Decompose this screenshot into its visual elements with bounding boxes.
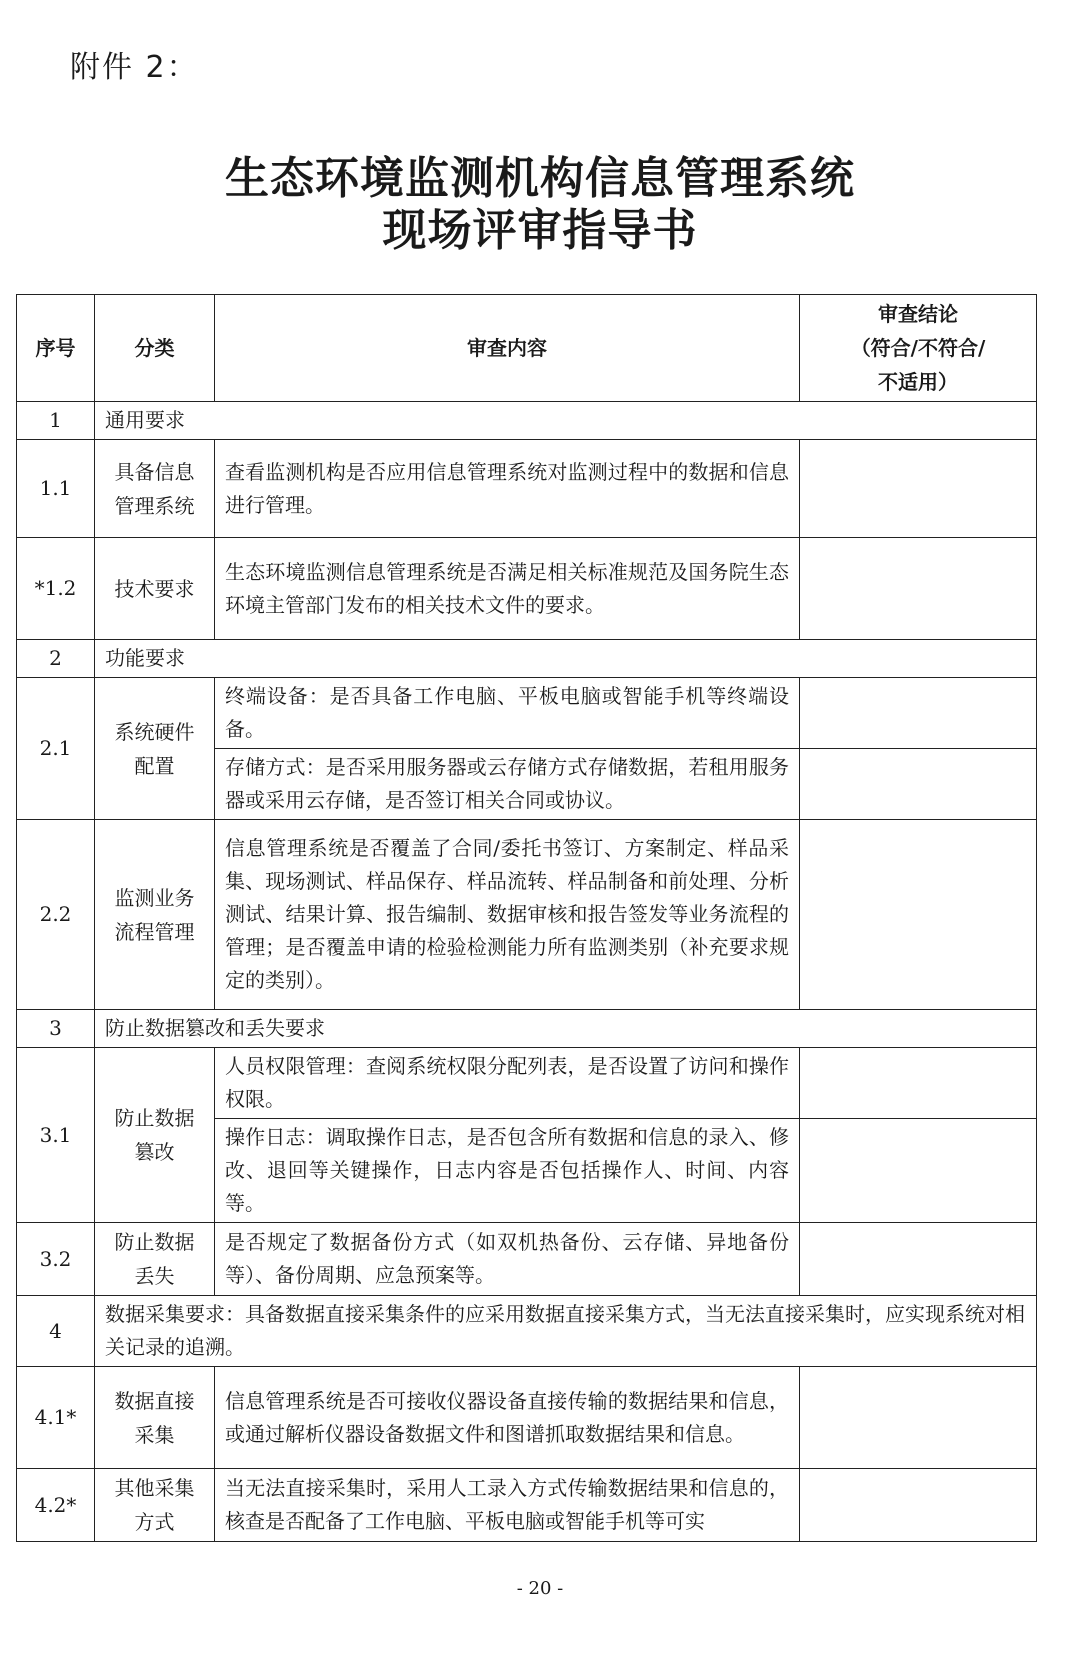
page-number: - 20 - xyxy=(516,1578,564,1599)
item-category: 技术要求 xyxy=(95,538,215,640)
verdict-cell[interactable] xyxy=(800,538,1037,640)
table-row xyxy=(17,538,1037,640)
verdict-cell[interactable] xyxy=(800,1223,1037,1296)
header-no: 序号 xyxy=(17,295,95,402)
table-row xyxy=(17,1367,1037,1469)
section-no: 3 xyxy=(17,1010,95,1048)
item-category: 监测业务 流程管理 xyxy=(95,820,215,1010)
item-category: 系统硬件 配置 xyxy=(95,678,215,820)
header-verdict: 审查结论 （符合/不符合/ 不适用） xyxy=(800,295,1037,402)
table-row xyxy=(17,678,1037,749)
item-content: 存储方式：是否采用服务器或云存储方式存储数据，若租用服务器或采用云存储，是否签订相关合同或协议。 xyxy=(215,749,800,820)
table-row xyxy=(17,1048,1037,1119)
section-row xyxy=(17,1010,1037,1048)
item-no: 4.1* xyxy=(17,1367,95,1469)
item-no: 1.1 xyxy=(17,440,95,538)
item-content: 当无法直接采集时，采用人工录入方式传输数据结果和信息的，核查是否配备了工作电脑、平板电脑或智能手机等可实 xyxy=(215,1469,800,1542)
item-no: *1.2 xyxy=(17,538,95,640)
section-no: 1 xyxy=(17,402,95,440)
table-row xyxy=(17,440,1037,538)
header-category: 分类 xyxy=(95,295,215,402)
section-title: 数据采集要求：具备数据直接采集条件的应采用数据直接采集方式，当无法直接采集时，应实现系统对相关记录的追溯。 xyxy=(95,1296,1037,1367)
section-row xyxy=(17,402,1037,440)
verdict-cell[interactable] xyxy=(800,1367,1037,1469)
item-no: 3.2 xyxy=(17,1223,95,1296)
section-title: 功能要求 xyxy=(95,640,1037,678)
table-row xyxy=(17,1223,1037,1296)
item-content: 人员权限管理：查阅系统权限分配列表，是否设置了访问和操作权限。 xyxy=(215,1048,800,1119)
verdict-cell[interactable] xyxy=(800,1469,1037,1542)
table-header-row xyxy=(17,295,1037,402)
item-content: 操作日志：调取操作日志，是否包含所有数据和信息的录入、修改、退回等关键操作，日志内容是否包括操作人、时间、内容等。 xyxy=(215,1119,800,1223)
section-title: 防止数据篡改和丢失要求 xyxy=(95,1010,1037,1048)
section-title: 通用要求 xyxy=(95,402,1037,440)
item-content: 生态环境监测信息管理系统是否满足相关标准规范及国务院生态环境主管部门发布的相关技术文件的要求。 xyxy=(215,538,800,640)
verdict-cell[interactable] xyxy=(800,440,1037,538)
section-row xyxy=(17,1296,1037,1367)
item-no: 2.2 xyxy=(17,820,95,1010)
attachment-label: 附件 2： xyxy=(70,50,199,85)
verdict-cell[interactable] xyxy=(800,749,1037,820)
header-content: 审查内容 xyxy=(215,295,800,402)
document-title-line2: 现场评审指导书 xyxy=(382,205,698,256)
verdict-cell[interactable] xyxy=(800,678,1037,749)
item-content: 终端设备：是否具备工作电脑、平板电脑或智能手机等终端设备。 xyxy=(215,678,800,749)
section-no: 4 xyxy=(17,1296,95,1367)
item-category: 防止数据 篡改 xyxy=(95,1048,215,1223)
item-content: 查看监测机构是否应用信息管理系统对监测过程中的数据和信息进行管理。 xyxy=(215,440,800,538)
review-table xyxy=(16,294,1037,1542)
item-no: 2.1 xyxy=(17,678,95,820)
item-content: 是否规定了数据备份方式（如双机热备份、云存储、异地备份等）、备份周期、应急预案等。 xyxy=(215,1223,800,1296)
item-no: 3.1 xyxy=(17,1048,95,1223)
table-row xyxy=(17,820,1037,1010)
item-category: 数据直接 采集 xyxy=(95,1367,215,1469)
item-content: 信息管理系统是否覆盖了合同/委托书签订、方案制定、样品采集、现场测试、样品保存、样品流转、样品制备和前处理、分析测试、结果计算、报告编制、数据审核和报告签发等业务流程的管理；是否覆盖申请的检验检测能力所有监测类别（补充要求规定的类别）。 xyxy=(215,820,800,1010)
item-category: 具备信息 管理系统 xyxy=(95,440,215,538)
section-row xyxy=(17,640,1037,678)
item-content: 信息管理系统是否可接收仪器设备直接传输的数据结果和信息，或通过解析仪器设备数据文件和图谱抓取数据结果和信息。 xyxy=(215,1367,800,1469)
item-category: 防止数据 丢失 xyxy=(95,1223,215,1296)
item-category: 其他采集 方式 xyxy=(95,1469,215,1542)
table-row xyxy=(17,1469,1037,1542)
section-no: 2 xyxy=(17,640,95,678)
verdict-cell[interactable] xyxy=(800,1048,1037,1119)
document-title-line1: 生态环境监测机构信息管理系统 xyxy=(225,153,855,204)
verdict-cell[interactable] xyxy=(800,820,1037,1010)
verdict-cell[interactable] xyxy=(800,1119,1037,1223)
item-no: 4.2* xyxy=(17,1469,95,1542)
